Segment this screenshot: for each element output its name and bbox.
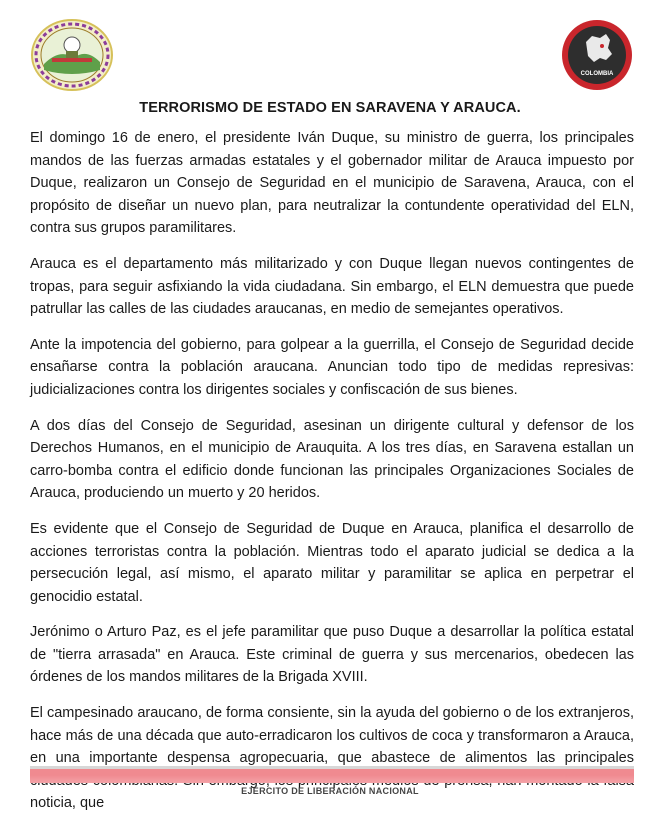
paragraph-1: El domingo 16 de enero, el presidente Iván Duque, su ministro de guerra, los principales mandos de las fuerzas armadas estatales y el gobernador militar de Arauca impuesto por Duque, realizaron un Consejo de Seguridad en el municipio de Saravena, Arauca, con el propósito de diseñar un nuevo plan, para neutralizar la contundente operatividad del ELN, contra sus grupos paramilitares. — [30, 130, 634, 237]
paragraph-5: Es evidente que el Consejo de Seguridad de Duque en Arauca, planifica el desarrollo de acciones terroristas contra la población. Mientras todo el aparato judicial se dedica a la persecución legal, así mismo, el aparato militar y paramilitar se aplica en perpetrar el genocidio estatal. — [30, 520, 634, 605]
paragraph-2: Arauca es el departamento más militarizado y con Duque llegan nuevos contingentes de tropas, para seguir asfixiando la vida ciudadana. Sin embargo, el ELN demuestra que puede patrullar las calles de las ciudades araucanas, en medio de semejantes operativos. — [30, 255, 634, 318]
right-colombia-emblem-logo — [558, 18, 636, 92]
footer-text: EJÉRCITO DE LIBERACIÓN NACIONAL — [241, 786, 419, 796]
document-body — [30, 127, 634, 828]
right-logo-text: COLOMBIA — [580, 71, 614, 77]
paragraph-4: A dos días del Consejo de Seguridad, asesinan un dirigente cultural y defensor de los Derechos Humanos, en el municipio de Arauquita. A los tres días, en Saravena estallan un carro-bomba contra el edificio donde funcionan las principales Organizaciones Sociales de Arauca, produciendo un muerto y 20 heridos. — [30, 417, 634, 502]
footer-band — [30, 769, 634, 783]
paragraph-7: El campesinado araucano, de forma consiente, sin la ayuda del gobierno o de los extranjeros, hace más de una década que auto-erradicaron los cultivos de coca y transformaron a Arauca, en una importante despensa agropecuaria, que abastece de alimentos las principales noticia, que — [30, 705, 634, 812]
paragraph-3: Ante la impotencia del gobierno, para golpear a la guerrilla, el Consejo de Seguridad decide ensañarse contra la población araucana. Anuncian todo tipo de medidas represivas: judicializaciones contra los dirigentes sociales y confiscación de sus bienes. — [30, 336, 634, 398]
paragraph-6: Jerónimo o Arturo Paz, es el jefe paramilitar que puso Duque a desarrollar la política estatal de "tierra arrasada" en Arauca. Este criminal de guerra y sus mercenarios, obedecen las órdenes de los mandos militares de la Brigada XVIII. — [30, 624, 634, 686]
left-emblem-logo — [30, 18, 114, 92]
page-title: TERRORISMO DE ESTADO EN SARAVENA Y ARAUCA. — [139, 100, 521, 116]
